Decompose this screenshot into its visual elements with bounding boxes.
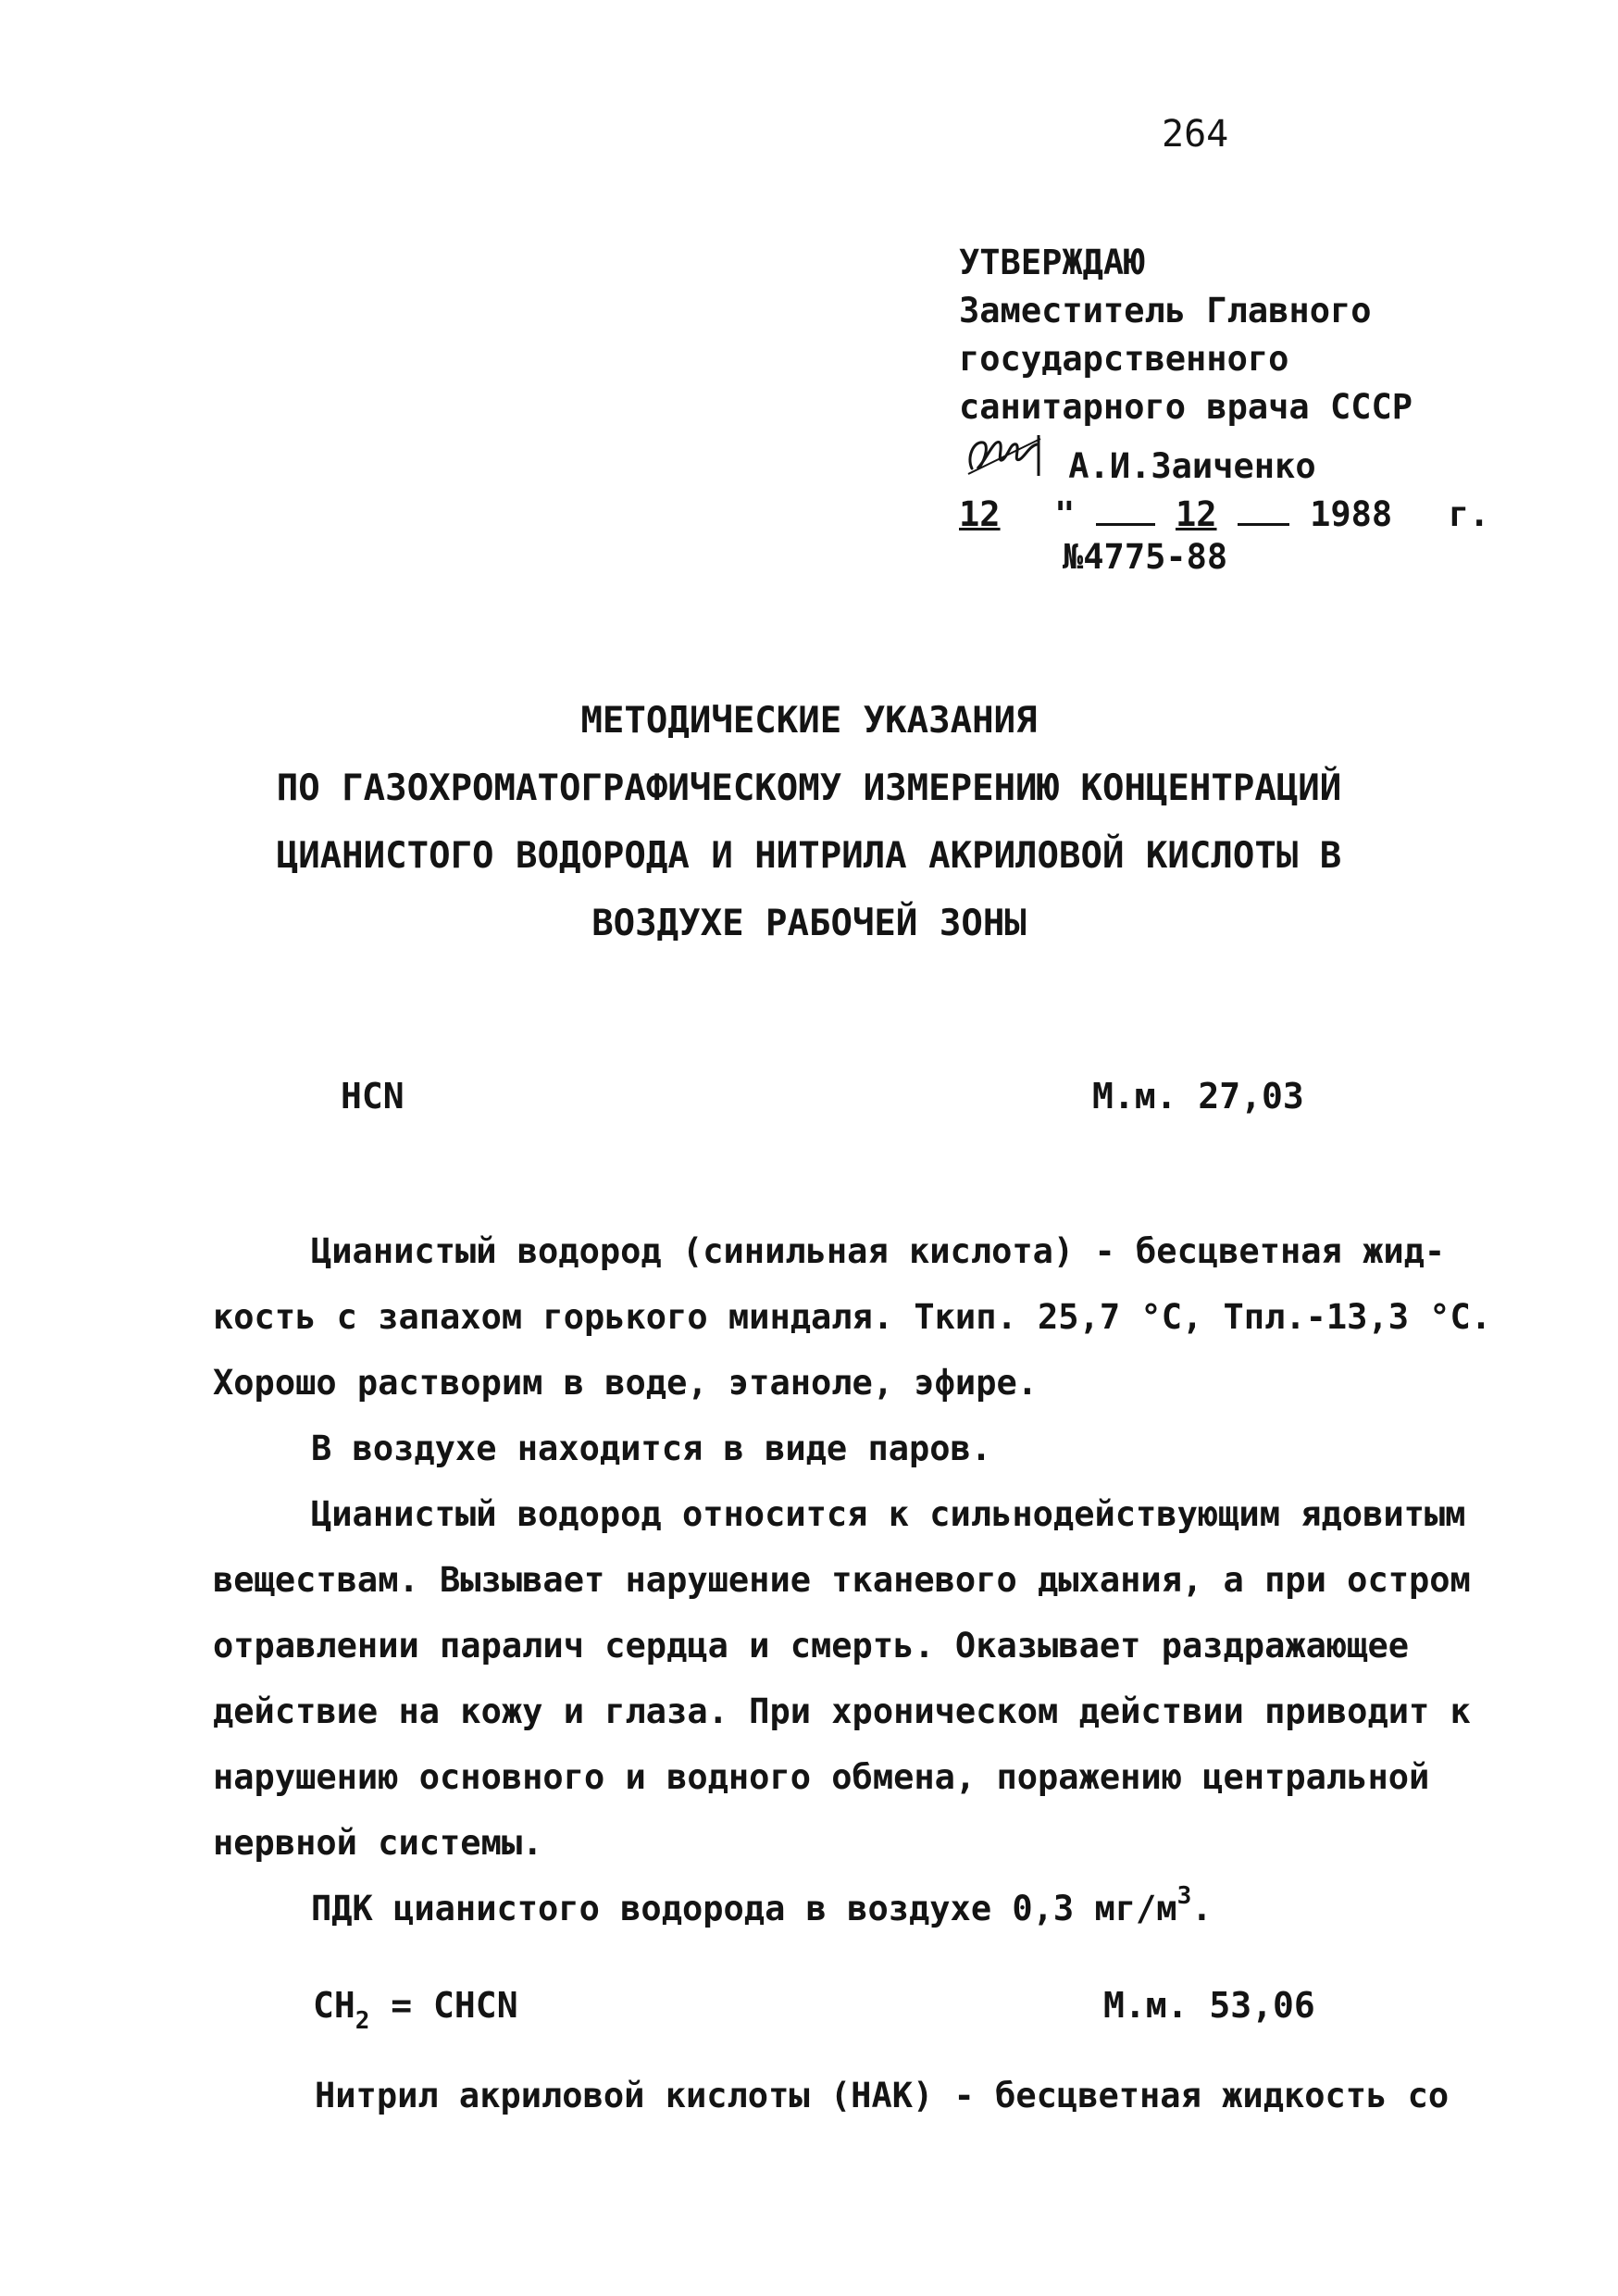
approver-name: А.И.Заиченко: [1068, 446, 1316, 486]
handwritten-signature: [959, 431, 1042, 478]
pdk-end: .: [1191, 1889, 1213, 1928]
text-line: нарушению основного и водного обмена, поражению центральной: [213, 1757, 1430, 1797]
hcn-formula: HCN: [341, 1076, 404, 1117]
date-quote: ": [1054, 494, 1076, 534]
text-line: нервной системы.: [213, 1823, 543, 1863]
approval-date: [959, 491, 1489, 539]
approval-position-line-3: санитарного врача СССР: [959, 387, 1413, 427]
approval-block: [959, 239, 1489, 539]
date-blank-1: [1096, 495, 1155, 526]
registration-number: №4775-88: [1063, 537, 1228, 577]
pdk-line: [213, 1876, 1491, 1941]
formula-part: CH: [313, 1985, 355, 2026]
title-line-3: ЦИАНИСТОГО ВОДОРОДА И НИТРИЛА АКРИЛОВОЙ КИСЛОТЫ В: [276, 835, 1342, 877]
text-line: Хорошо растворим в воде, этаноле, эфире.: [213, 1363, 1039, 1403]
text-line: отравлении паралич сердца и смерть. Оказывает раздражающее: [213, 1626, 1410, 1666]
text-line: кость с запахом горького миндаля. Ткип. 25,7 °С, Тпл.-13,3 °С.: [213, 1297, 1492, 1337]
pdk-exponent: 3: [1176, 1882, 1192, 1910]
date-day: 12: [959, 494, 1001, 534]
hcn-description: [213, 1218, 1491, 1941]
approval-position-line-1: Заместитель Главного: [959, 291, 1372, 331]
text-line: действие на кожу и глаза. При хроническом действии приводит к: [213, 1691, 1471, 1731]
nak-molar-mass: М.м. 53,06: [1103, 1985, 1315, 2026]
approval-heading: УТВЕРЖДАЮ: [959, 243, 1145, 282]
text-line: Цианистый водород относится к сильнодействующим ядовитым: [311, 1494, 1466, 1534]
page-number: 264: [1162, 113, 1229, 156]
text-line: Цианистый водород (синильная кислота) - бесцветная жид-: [311, 1231, 1446, 1271]
title-line-1: МЕТОДИЧЕСКИЕ УКАЗАНИЯ: [580, 700, 1038, 742]
approval-position-line-2: государственного: [959, 339, 1289, 379]
pdk-text: ПДК цианистого водорода в воздухе 0,3 мг/м: [311, 1889, 1177, 1928]
hcn-molar-mass: М.м. 27,03: [1092, 1076, 1304, 1117]
nak-formula: [313, 1985, 518, 2035]
text-line: В воздухе находится в виде паров.: [311, 1429, 992, 1468]
date-suffix: г.: [1448, 494, 1490, 534]
date-month: 12: [1175, 494, 1217, 534]
document-title: [0, 687, 1618, 957]
formula-part: = CHCN: [369, 1985, 518, 2026]
title-line-2: ПО ГАЗОХРОМАТОГРАФИЧЕСКОМУ ИЗМЕРЕНИЮ КОНЦЕНТРАЦИЙ: [276, 767, 1342, 809]
date-blank-2: [1238, 495, 1289, 526]
text-line: веществам. Вызывает нарушение тканевого дыхания, а при остром: [213, 1560, 1471, 1600]
formula-subscript: 2: [355, 2007, 370, 2035]
date-year: 1988: [1310, 494, 1393, 534]
title-line-4: ВОЗДУХЕ РАБОЧЕЙ ЗОНЫ: [591, 903, 1027, 944]
signature-row: [959, 431, 1489, 491]
nak-intro: Нитрил акриловой кислоты (НАК) - бесцветная жидкость со: [315, 2076, 1450, 2115]
